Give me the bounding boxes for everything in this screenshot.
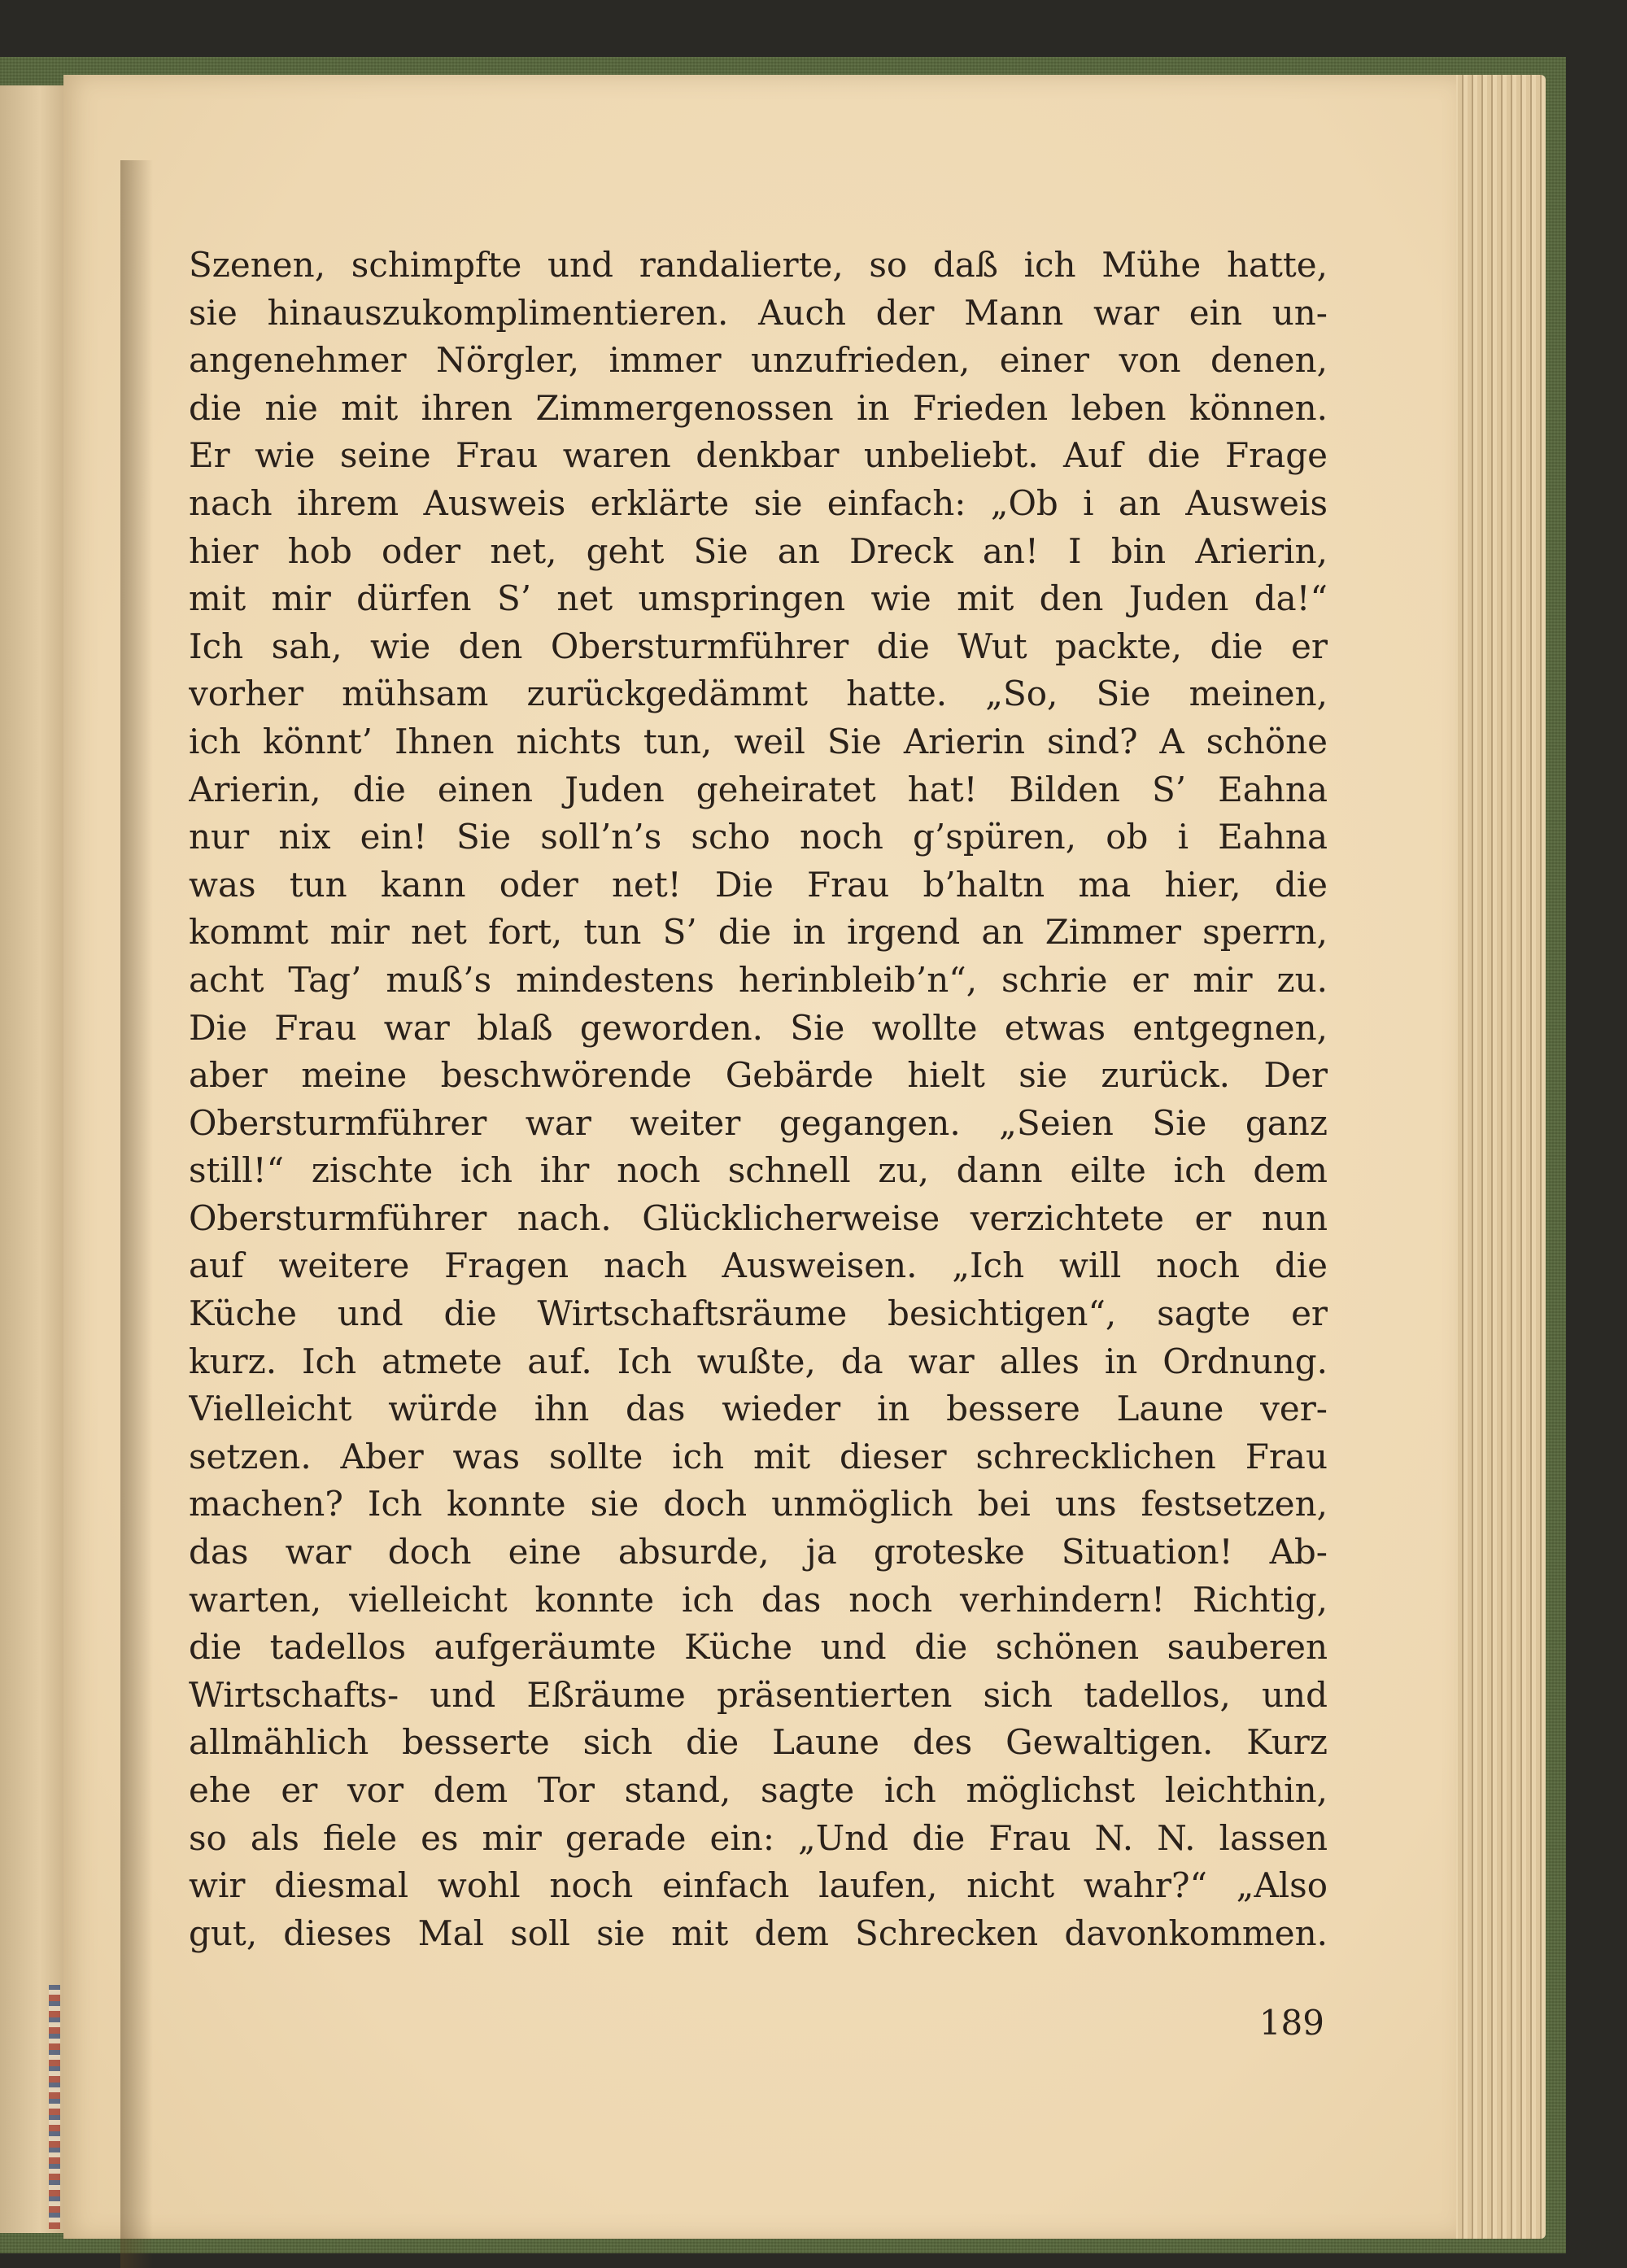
- text-line: Die Frau war blaß geworden. Sie wollte etwas entgegnen,: [189, 1007, 1328, 1048]
- headband: [49, 1985, 60, 2229]
- text-line: acht Tag’ muß’s mindestens herinbleib’n“, schrie er mir zu.: [189, 959, 1328, 1000]
- text-line: aber meine beschwörende Gebärde hielt sie zurück. Der: [189, 1055, 1328, 1096]
- text-line: die nie mit ihren Zimmergenossen in Frieden leben können.: [189, 387, 1328, 428]
- text-line: Wirtschafts- und Eßräume präsentierten sich tadellos, und: [189, 1674, 1328, 1715]
- text-line: still!“ zischte ich ihr noch schnell zu, dann eilte ich dem: [189, 1150, 1328, 1191]
- text-line: mit mir dürfen S’ net umspringen wie mit den Juden da!“: [189, 578, 1328, 619]
- text-line: hier hob oder net, geht Sie an Dreck an! I bin Arierin,: [189, 530, 1328, 571]
- text-line: kurz. Ich atmete auf. Ich wußte, da war alles in Ordnung.: [189, 1341, 1328, 1381]
- text-line: sie hinauszukomplimentieren. Auch der Mann war ein un-: [189, 292, 1328, 333]
- text-line: angenehmer Nörgler, immer unzufrieden, einer von denen,: [189, 340, 1328, 381]
- text-line: nur nix ein! Sie soll’n’s scho noch g’spüren, ob i Eahna: [189, 817, 1328, 857]
- text-line: setzen. Aber was sollte ich mit dieser schrecklichen Frau: [189, 1436, 1328, 1476]
- text-line: Obersturmführer war weiter gegangen. „Seien Sie ganz: [189, 1102, 1328, 1143]
- text-line: warten, vielleicht konnte ich das noch verhindern! Richtig,: [189, 1579, 1328, 1620]
- page-number: 189: [1258, 2003, 1324, 2043]
- text-line: kommt mir net fort, tun S’ die in irgend an Zimmer sperrn,: [189, 912, 1328, 953]
- text-line: Vielleicht würde ihn das wieder in bessere Laune ver-: [189, 1389, 1328, 1429]
- text-line: was tun kann oder net! Die Frau b’haltn ma hier, die: [189, 864, 1328, 905]
- text-line: Arierin, die einen Juden geheiratet hat! Bilden S’ Eahna: [189, 769, 1328, 809]
- book-page: [63, 75, 1456, 2239]
- text-line: so als fiele es mir gerade ein: „Und die Frau N. N. lassen: [189, 1817, 1328, 1858]
- text-line: Obersturmführer nach. Glücklicherweise verzichtete er nun: [189, 1197, 1328, 1238]
- page-edges: [1448, 75, 1546, 2239]
- spine-shadow: [120, 160, 153, 2268]
- text-line: machen? Ich konnte sie doch unmöglich bei uns festsetzen,: [189, 1484, 1328, 1524]
- text-line: ehe er vor dem Tor stand, sagte ich möglichst leichthin,: [189, 1770, 1328, 1810]
- body-text: [189, 242, 1328, 1957]
- text-line: die tadellos aufgeräumte Küche und die schönen sauberen: [189, 1627, 1328, 1668]
- text-line: das war doch eine absurde, ja groteske Situation! Ab-: [189, 1532, 1328, 1572]
- text-line: vorher mühsam zurückgedämmt hatte. „So, Sie meinen,: [189, 674, 1328, 714]
- text-line: ich könnt’ Ihnen nichts tun, weil Sie Arierin sind? A schöne: [189, 721, 1328, 761]
- text-line: Küche und die Wirtschaftsräume besichtigen“, sagte er: [189, 1293, 1328, 1334]
- text-line: Ich sah, wie den Obersturmführer die Wut packte, die er: [189, 626, 1328, 666]
- text-line: auf weitere Fragen nach Ausweisen. „Ich will noch die: [189, 1245, 1328, 1286]
- previous-page-edge: [0, 85, 67, 2233]
- text-line: Szenen, schimpfte und randalierte, so daß ich Mühe hatte,: [189, 245, 1328, 285]
- text-line: wir diesmal wohl noch einfach laufen, nicht wahr?“ „Also: [189, 1865, 1328, 1906]
- text-line: gut, dieses Mal soll sie mit dem Schrecken davonkommen.: [189, 1913, 1328, 1953]
- text-line: allmählich besserte sich die Laune des Gewaltigen. Kurz: [189, 1722, 1328, 1763]
- text-line: nach ihrem Ausweis erklärte sie einfach: „Ob i an Ausweis: [189, 482, 1328, 523]
- text-line: Er wie seine Frau waren denkbar unbeliebt. Auf die Frage: [189, 435, 1328, 476]
